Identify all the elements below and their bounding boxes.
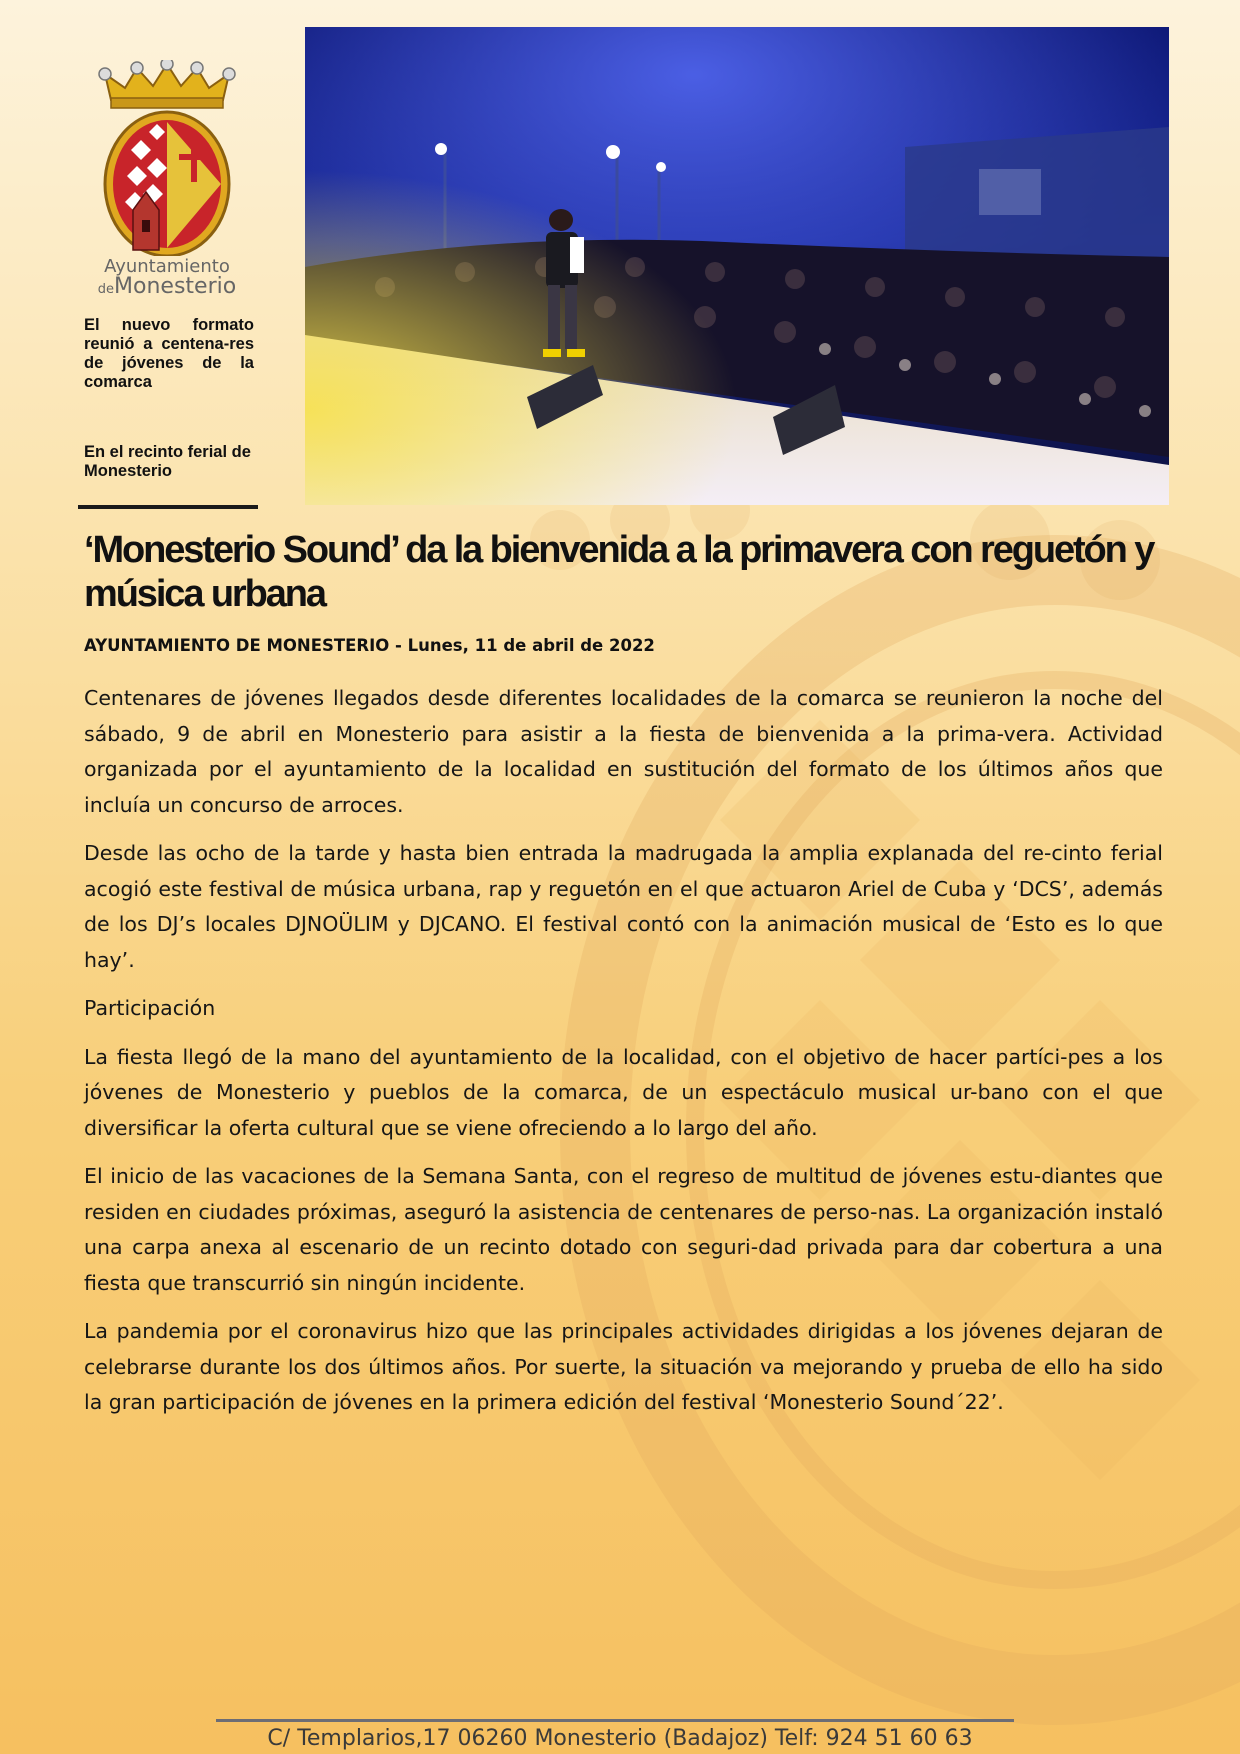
logo-wordmark	[82, 258, 252, 298]
footer-address: C/ Templarios,17 06260 Monesterio (Badajoz) Telf: 924 51 60 63	[267, 1726, 973, 1751]
municipal-logo	[82, 60, 252, 298]
footer-divider	[216, 1719, 1014, 1722]
logo-name-line2: Monesterio	[114, 274, 237, 299]
concert-photo	[305, 27, 1169, 505]
article-paragraph: Desde las ocho de la tarde y hasta bien entrada la madrugada la amplia explanada del re-cinto ferial acogió este festival de música urbana, rap y reguetón en el que actuaron Ariel de Cuba y ‘DCS’, además de los DJ’s locales DJNOÜLIM y DJCANO. El festival contó con la animación musical de ‘Esto es lo que hay’.	[84, 841, 1163, 972]
article-byline: AYUNTAMIENTO DE MONESTERIO - Lunes, 11 de abril de 2022	[84, 636, 655, 655]
article-paragraph: La pandemia por el coronavirus hizo que las principales actividades dirigidas a los jóvenes dejaran de celebrarse durante los dos últimos años. Por suerte, la situación va mejorando y prueba de ello ha sido la gran participación de jóvenes en la primera edición del festival ‘Monesterio Sound´22’.	[84, 1319, 1163, 1414]
coat-of-arms-icon	[97, 60, 237, 256]
article-paragraph: Centenares de jóvenes llegados desde diferentes localidades de la comarca se reunieron la noche del sábado, 9 de abril en Monesterio para asistir a la fiesta de bienvenida a la prima-vera. Actividad organizada por el ayuntamiento de la localidad en sustitución del formato de los últimos años que incluía un concurso de arroces.	[84, 686, 1163, 817]
article-paragraph: El inicio de las vacaciones de la Semana Santa, con el regreso de multitud de jóvenes estu-diantes que residen en ciudades próximas, aseguró la asistencia de centenares de perso-nas. La organización instaló una carpa anexa al escenario de un recinto dotado con seguri-dad privada para dar cobertura a una fiesta que transcurrió sin ningún incidente.	[84, 1164, 1163, 1295]
article-body	[84, 681, 1163, 1434]
article-paragraph: La fiesta llegó de la mano del ayuntamiento de la localidad, con el objetivo de hacer partíci-pes a los jóvenes de Monesterio y pueblos de la comarca, de un espectáculo musical ur-bano con el que diversificar la oferta cultural que se viene ofreciendo a lo largo del año.	[84, 1044, 1163, 1140]
article-headline: ‘Monesterio Sound’ da la bienvenida a la primavera con reguetón y música urbana	[84, 529, 1154, 615]
subhead-location: En el recinto ferial de Monesterio	[84, 443, 251, 480]
section-heading: Participación	[84, 996, 216, 1020]
sidebar-divider	[78, 505, 258, 509]
logo-name-prefix: de	[97, 282, 115, 297]
subhead-summary: El nuevo formato reunió a centena-res de jóvenes de la comarca	[84, 316, 254, 391]
logo-name-line1: Ayuntamiento	[104, 256, 230, 277]
